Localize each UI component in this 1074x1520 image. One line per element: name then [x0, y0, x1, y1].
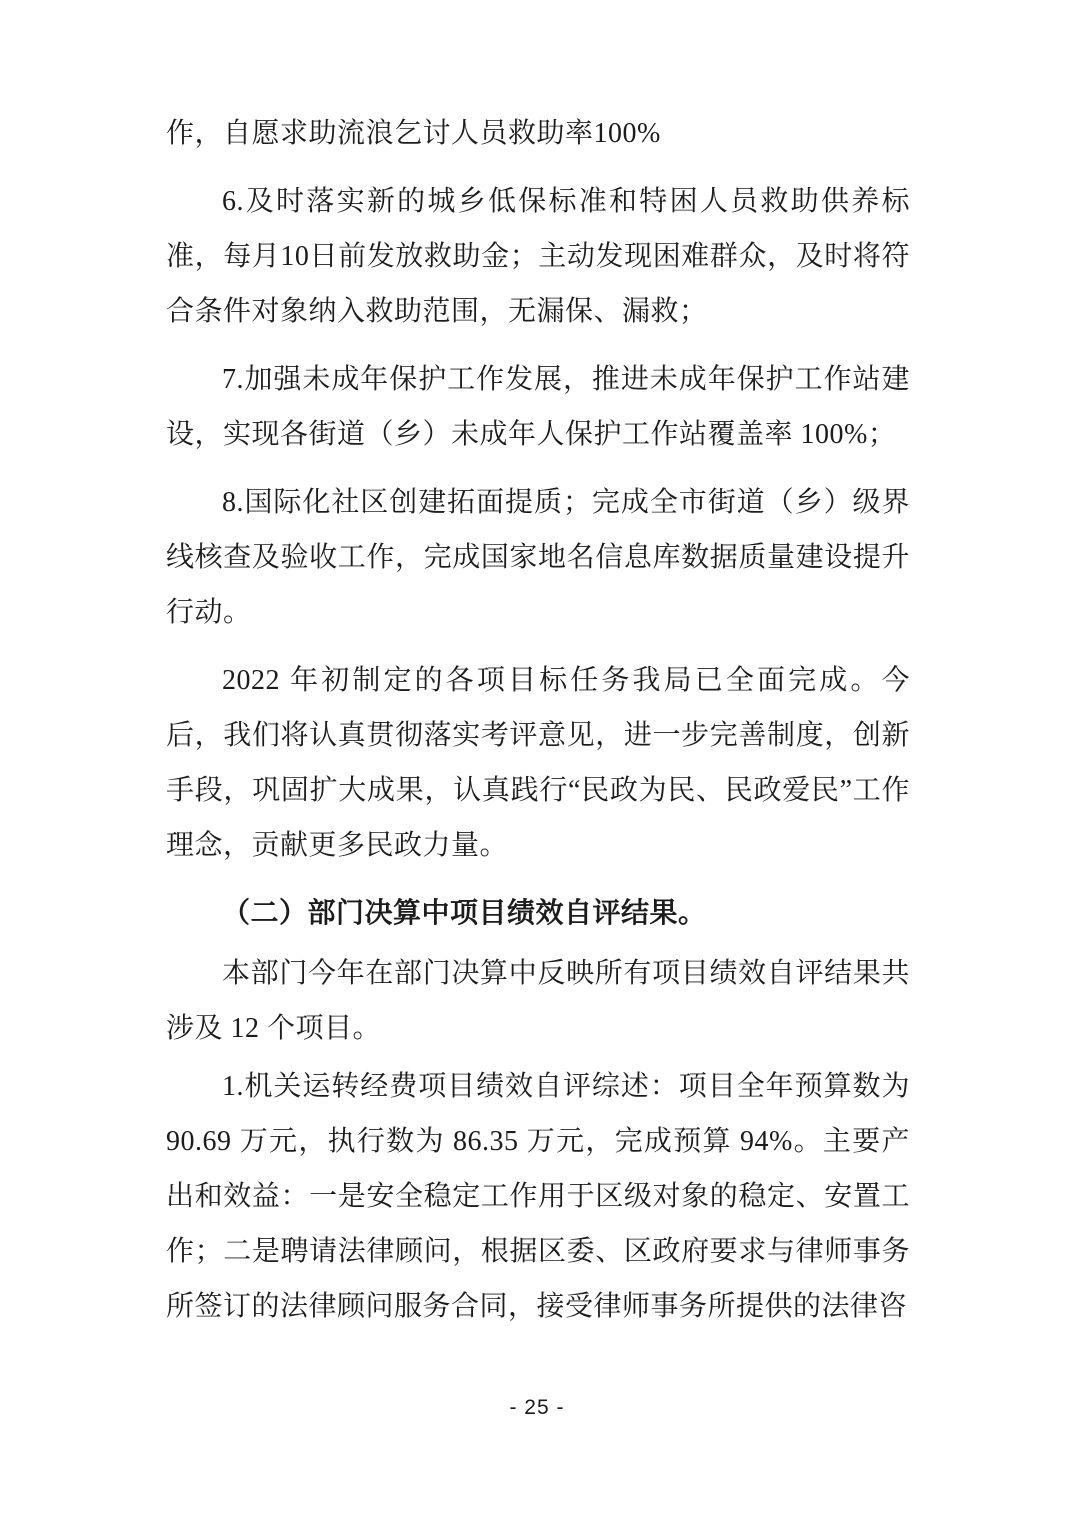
section-heading: （二）部门决算中项目绩效自评结果。	[222, 898, 707, 929]
paragraph-item-8: 8.国际化社区创建拓面提质；完成全市街道（乡）级界线核查及验收工作，完成国家地名信息库数据质量建设提升行动。	[166, 487, 910, 628]
page-number: - 25 -	[509, 1396, 565, 1419]
paragraph-item-6: 6.及时落实新的城乡低保标准和特困人员救助供养标准，每月10日前发放救助金；主动发现困难群众，及时将符合条件对象纳入救助范围，无漏保、漏救；	[166, 186, 910, 327]
paragraph-summary-2022: 2022 年初制定的各项目标任务我局已全面完成。今后，我们将认真贯彻落实考评意见，进一步完善制度，创新手段，巩固扩大成果，认真践行“民政为民、民政爱民”工作理念，贡献更多民政力量。	[166, 665, 910, 861]
paragraph-continuation: 作，自愿求助流浪乞讨人员救助率100%	[166, 118, 661, 149]
document-body	[166, 106, 910, 1334]
paragraph-intro-projects: 本部门今年在部门决算中反映所有项目绩效自评结果共涉及 12 个项目。	[166, 958, 910, 1044]
paragraph-project-1: 1.机关运转经费项目绩效自评综述：项目全年预算数为 90.69 万元，执行数为 86.35 万元，完成预算 94%。主要产出和效益：一是安全稳定工作用于区级对象的稳定、安置工作；二是聘请法律顾问，根据区委、区政府要求与律师事务所签订的法律顾问服务合同，接受律师事务所提供的法律咨	[166, 1071, 910, 1322]
paragraph-item-7: 7.加强未成年保护工作发展，推进未成年保护工作站建设，实现各街道（乡）未成年人保护工作站覆盖率 100%；	[166, 364, 910, 450]
